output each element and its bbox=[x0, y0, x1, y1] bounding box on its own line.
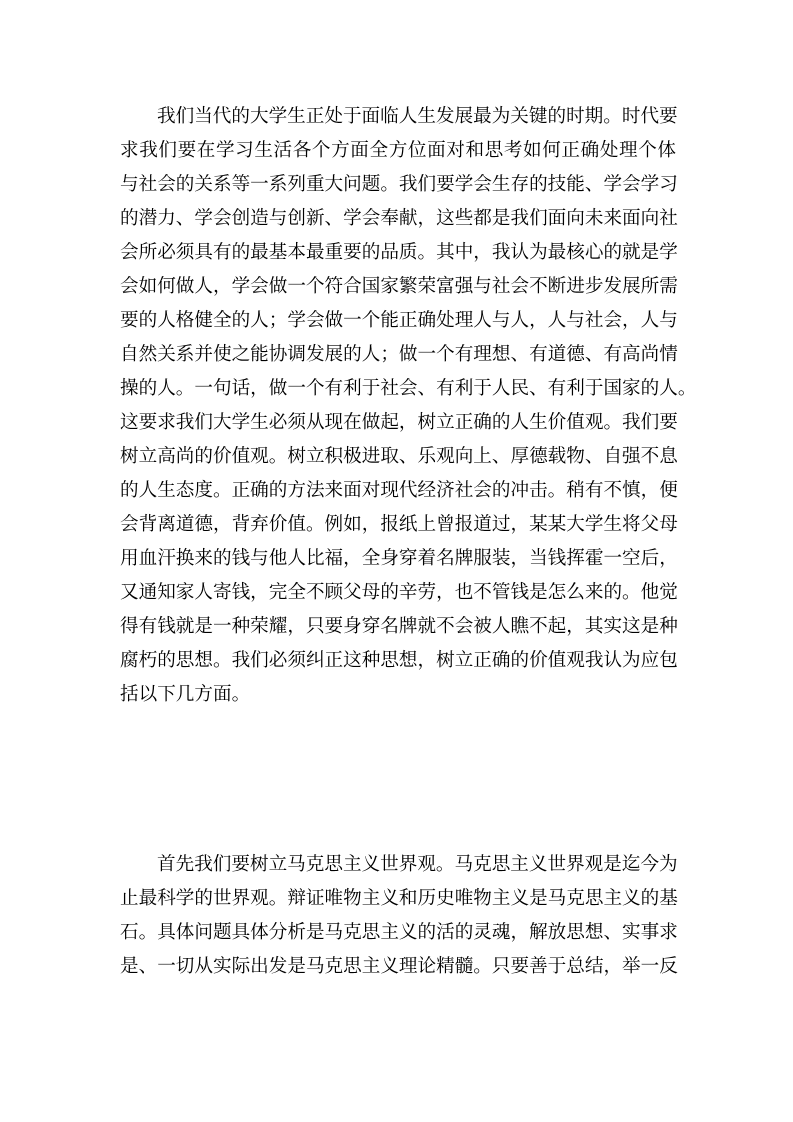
text-line: 用血汗换来的钱与他人比福，全身穿着名牌服装，当钱挥霍一空后， bbox=[120, 548, 678, 569]
text-line: 是、一切从实际出发是马克思主义理论精髓。只要善于总结，举一反 bbox=[120, 956, 678, 977]
text-line: 自然关系并使之能协调发展的人；做一个有理想、有道德、有高尚情 bbox=[120, 344, 678, 365]
paragraph-1 bbox=[120, 100, 697, 712]
text-line: 操的人。一句话，做一个有利于社会、有利于人民、有利于国家的人。 bbox=[120, 378, 697, 399]
text-line: 会如何做人，学会做一个符合国家繁荣富强与社会不断进步发展所需 bbox=[120, 276, 678, 297]
text-line: 这要求我们大学生必须从现在做起，树立正确的人生价值观。我们要 bbox=[120, 412, 678, 433]
text-line: 与社会的关系等一系列重大问题。我们要学会生存的技能、学会学习 bbox=[120, 174, 678, 195]
text-line: 树立高尚的价值观。树立积极进取、乐观向上、厚德载物、自强不息 bbox=[120, 446, 678, 467]
text-line: 的人生态度。正确的方法来面对现代经济社会的冲击。稍有不慎，便 bbox=[120, 480, 678, 501]
text-line: 括以下几方面。 bbox=[120, 684, 251, 705]
text-line: 会背离道德，背弃价值。例如，报纸上曾报道过，某某大学生将父母 bbox=[120, 514, 678, 535]
text-line: 石。具体问题具体分析是马克思主义的活的灵魂，解放思想、实事求 bbox=[120, 922, 678, 943]
text-line: 腐朽的思想。我们必须纠正这种思想，树立正确的价值观我认为应包 bbox=[120, 650, 678, 671]
text-line: 得有钱就是一种荣耀，只要身穿名牌就不会被人瞧不起，其实这是种 bbox=[120, 616, 678, 637]
text-line: 的潜力、学会创造与创新、学会奉献，这些都是我们面向未来面向社 bbox=[120, 208, 678, 229]
text-line: 要的人格健全的人；学会做一个能正确处理人与人，人与社会，人与 bbox=[120, 310, 678, 331]
text-line: 又通知家人寄钱，完全不顾父母的辛劳，也不管钱是怎么来的。他觉 bbox=[120, 582, 678, 603]
text-line: 会所必须具有的最基本最重要的品质。其中，我认为最核心的就是学 bbox=[120, 242, 678, 263]
text-line: 止最科学的世界观。辩证唯物主义和历史唯物主义是马克思主义的基 bbox=[120, 888, 678, 909]
paragraph-2 bbox=[120, 848, 676, 984]
text-line: 求我们要在学习生活各个方面全方位面对和思考如何正确处理个体 bbox=[120, 140, 676, 161]
text-line: 首先我们要树立马克思主义世界观。马克思主义世界观是迄今为 bbox=[157, 854, 678, 875]
text-line: 我们当代的大学生正处于面临人生发展最为关键的时期。时代要 bbox=[157, 106, 678, 127]
